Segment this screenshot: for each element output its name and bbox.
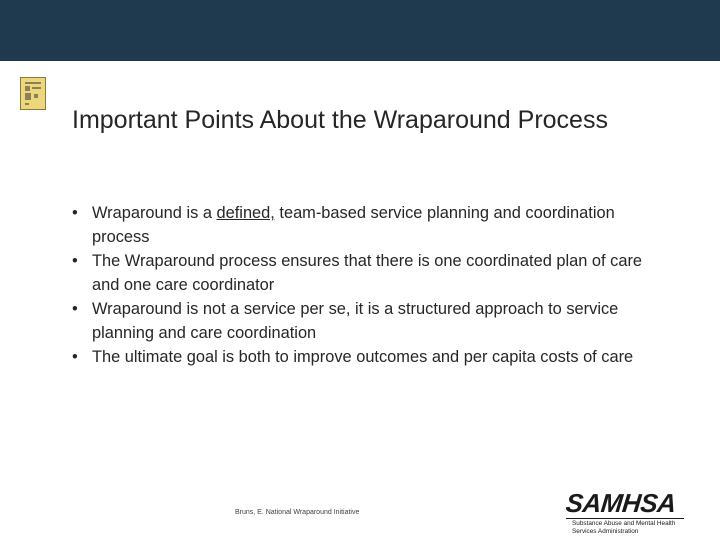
bullet-text: Wraparound is a	[92, 204, 217, 222]
samhsa-logo	[566, 490, 688, 534]
bullet-text: The Wraparound process ensures that there is one coordinated plan of care and one care coordinator	[92, 252, 643, 294]
logo-subtitle-line1: Substance Abuse and Mental Health	[572, 520, 676, 527]
bullet-item	[72, 345, 662, 369]
bullet-item	[72, 201, 662, 249]
logo-subtitle-line2: Services Administration	[572, 527, 639, 535]
logo-divider	[566, 518, 684, 519]
slide-title: Important Points About the Wraparound Process	[72, 106, 608, 134]
document-thumbnail-icon	[20, 77, 46, 110]
bullet-item	[72, 297, 662, 345]
bullet-list	[72, 201, 662, 369]
underlined-text: defined,	[216, 204, 275, 222]
bullet-item	[72, 249, 662, 297]
bullet-text: The ultimate goal is both to improve outcomes and per capita costs of care	[92, 348, 634, 366]
bullet-text: Wraparound is not a service per se, it is a structured approach to service planning and care coordination	[92, 300, 619, 342]
header-bar	[0, 0, 720, 61]
bullet-text: team-based service planning and coordination process	[92, 204, 615, 246]
logo-wordmark: SAMHSA	[564, 488, 678, 518]
citation: Bruns, E. National Wraparound Initiative	[235, 509, 360, 516]
